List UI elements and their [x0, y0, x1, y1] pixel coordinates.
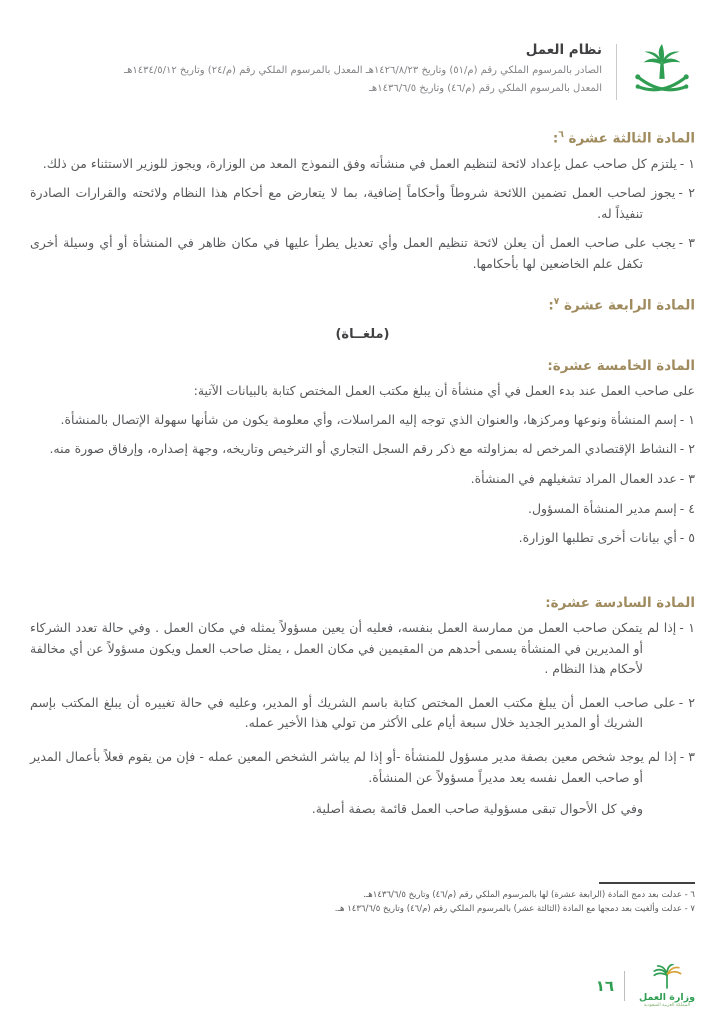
article-16-item-2	[30, 693, 695, 734]
article-14-title: المادة الرابعة عشرة	[559, 297, 695, 314]
article-14-cancelled-label: (ملغــاة)	[335, 327, 390, 343]
article-16-colon: :	[545, 594, 551, 611]
item-text: إسم مدير المنشأة المسؤول.	[527, 500, 677, 516]
item-number: ٣ -	[678, 235, 695, 251]
article-15-section	[30, 358, 695, 549]
page-number: ١٦	[595, 977, 614, 995]
article-15-colon: :	[547, 358, 553, 375]
item-number: ١ -	[679, 619, 696, 635]
item-text: عدد العمال المراد تشغيلهم في المنشأة.	[470, 471, 677, 486]
item-text: يجب على صاحب العمل أن يعلن لائحة تنظيم العمل وأي تعديل يطرأ عليها في مكان ظاهر في المنشأة أو أي وسيلة أخرى تكفل علم الخاضعين لها بأحكامها.	[30, 235, 676, 271]
document-title: نظام العمل	[525, 42, 602, 58]
item-number: ٢ -	[678, 694, 696, 710]
article-14-heading	[30, 297, 695, 314]
item-text: إذا لم يتمكن صاحب العمل من ممارسة العمل بنفسه، فعليه أن يعين مسؤولاً يمثله في مكان العمل . وفي حالة تعدد الشركاء أو المديرين في المنشأة يسمى أحدهم من المقيمين في مكان العمل ، يمثل صاحب العمل ويكون مسؤولاً عن أي مخالفة لأحكام هذا النظام .	[30, 619, 677, 677]
article-16-closing: وفي كل الأحوال تبقى مسؤولية صاحب العمل قائمة بصفة أصلية.	[311, 801, 643, 817]
article-15-intro: على صاحب العمل عند بدء العمل في أي منشأة أن يبلغ مكتب العمل المختص كتابة بالبيانات الآتية:	[193, 383, 695, 399]
article-15-item-3	[30, 469, 695, 490]
article-15-item-1	[30, 410, 695, 431]
article-15-heading	[30, 358, 695, 374]
article-16-title: المادة السادسة عشرة	[550, 594, 695, 611]
item-number: ٣ -	[679, 749, 695, 764]
article-13-title: المادة الثالثة عشرة	[563, 130, 695, 147]
article-15-title: المادة الخامسة عشرة	[552, 358, 695, 375]
article-15-item-4	[30, 499, 695, 520]
ministry-name-label: وزارة العمل	[638, 992, 696, 1003]
item-text: على صاحب العمل أن يبلغ مكتب العمل المختص كتابة باسم الشريك أو المدير، وعليه في حالة تغييره أن يبلغ المكتب بإسم الشريك أو المدير الجديد خلال سبعة أيام على الأكثر من تولي هذا الأخير عمله.	[30, 694, 676, 731]
article-16-item-3	[30, 747, 695, 788]
palm-and-crossed-swords-icon	[631, 42, 693, 104]
article-13-item-1	[30, 154, 695, 175]
item-number: ٢ -	[678, 185, 696, 201]
footer-separator	[624, 971, 625, 1001]
item-number: ٣ -	[679, 471, 695, 486]
item-text: إسم المنشأة ونوعها ومركزها، والعنوان الذي توجه إليه المراسلات، وأي معلومة يكون من شأنها سهولة الإتصال بالمنشأة.	[60, 411, 677, 427]
article-16-section	[30, 595, 695, 816]
footnote-divider	[599, 882, 695, 884]
item-number: ٤ -	[679, 500, 695, 516]
footnote-7: ٧ - عدلت وألغيت بعد دمجها مع المادة (الثالثة عشر) بالمرسوم الملكي رقم (م/٤٦) وتاريخ ١٤٣٦/٦/٥ هـ.	[334, 903, 695, 914]
article-14-colon: :	[548, 297, 554, 314]
ministry-subtitle-label: المملكة العربية السعودية	[643, 1003, 691, 1008]
header-divider	[616, 44, 617, 100]
item-number: ١ -	[679, 155, 695, 171]
document-content	[0, 130, 725, 816]
saudi-emblem-icon	[629, 42, 695, 104]
article-14-footnote-ref: ٧	[553, 296, 560, 307]
ministry-of-labor-logo	[635, 964, 699, 1008]
document-header	[0, 0, 725, 104]
item-number: ١ -	[679, 411, 695, 427]
item-text: أي بيانات أخرى تطلبها الوزارة.	[518, 530, 677, 546]
item-number: ٢ -	[679, 441, 695, 457]
item-text: إذا لم يوجد شخص معين بصفة مدير مسؤول للمنشأة -أو إذا لم يباشر الشخص المعين عمله - فإن من يقوم فعلاً بأعمال المدير أو صاحب العمل نفسه يعد مديراً مسؤولاً عن المنشأة.	[30, 749, 677, 785]
article-13-section	[30, 130, 695, 275]
item-text: يلتزم كل صاحب عمل بإعداد لائحة لتنظيم العمل في منشأته وفق النموذج المعد من الوزارة، ويجوز للوزير الاستثناء من ذلك.	[42, 155, 677, 171]
article-13-footnote-ref: ٦	[558, 130, 564, 140]
footnote-6: ٦ - عدلت بعد دمج المادة (الرابعة عشرة) لها بالمرسوم الملكي رقم (م/٤٦) وتاريخ ١٤٣٦/٦/٥هـ.	[363, 890, 695, 900]
page-footer	[596, 964, 699, 1008]
decree-line-1: الصادر بالمرسوم الملكي رقم (م/٥١) وتاريخ ١٤٢٦/٨/٢٣هـ المعدل بالمرسوم الملكي رقم (م/٢٤) وتاريخ ١٤٣٤/٥/١٢هـ	[124, 65, 602, 76]
article-15-item-2	[30, 439, 695, 460]
ministry-of-labor-palm-icon	[650, 964, 684, 990]
article-13-heading	[30, 130, 695, 147]
decree-line-2: المعدل بالمرسوم الملكي رقم (م/٤٦) وتاريخ ١٤٣٦/٦/٥هـ	[369, 82, 602, 94]
article-16-heading	[30, 595, 695, 611]
item-text: النشاط الإقتصادي المرخص له بمزاولته مع ذكر رقم السجل التجاري أو الترخيص وتاريخه، وجهة إصداره، وإرفاق صورة منه.	[49, 441, 677, 457]
item-number: ٥ -	[679, 530, 695, 546]
article-13-item-2	[30, 183, 695, 224]
article-13-colon: :	[552, 130, 559, 147]
item-text: يجوز لصاحب العمل تضمين اللائحة شروطاً وأحكاماً إضافية، بما لا يتعارض مع أحكام هذا النظام ولائحته والقرارات الصادرة تنفيذاً له.	[30, 185, 676, 221]
article-16-item-1	[30, 618, 695, 680]
article-13-item-3	[30, 233, 695, 274]
footnotes-block	[30, 882, 695, 916]
article-15-item-5	[30, 528, 695, 549]
header-text-block	[124, 42, 602, 97]
article-14-section	[30, 297, 695, 343]
